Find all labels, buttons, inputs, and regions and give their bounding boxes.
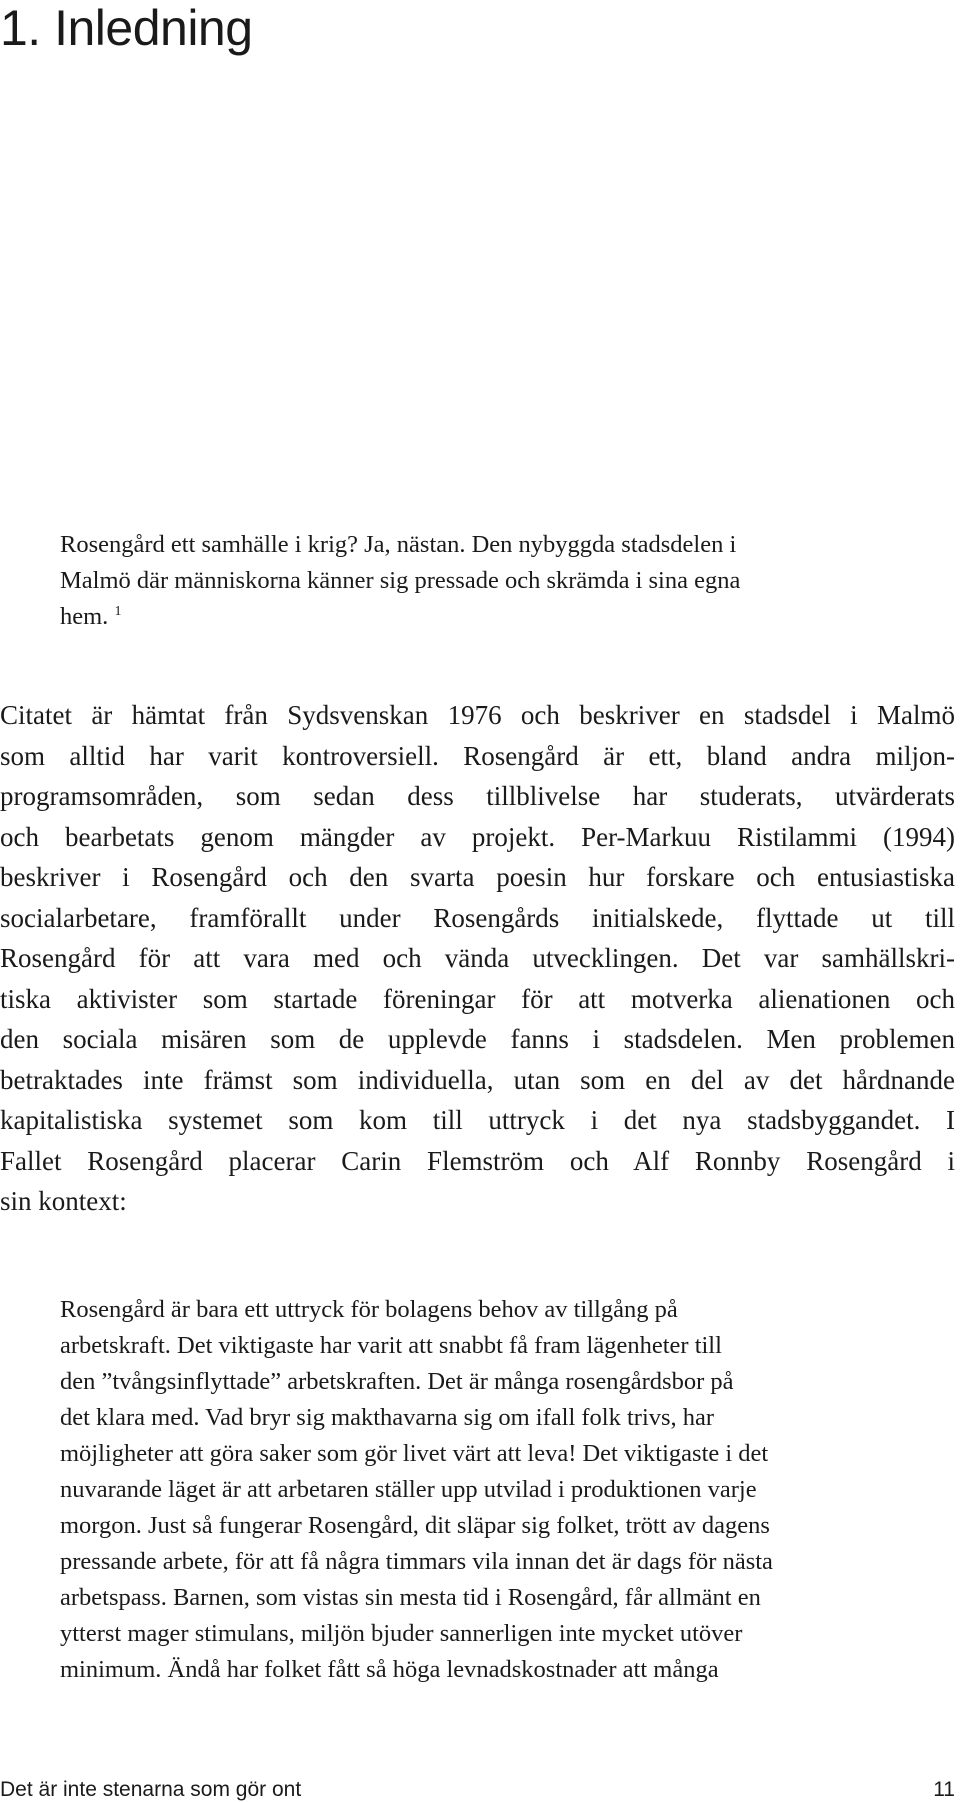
quote-line: Malmö där människorna känner sig pressade och skrämda i sina egna: [60, 567, 741, 594]
body-line: den sociala misären som de upplevde fanns i stadsdelen. Men problemen: [0, 1024, 955, 1054]
quote-line: pressande arbete, för att få några timmars vila innan det är dags för nästa: [60, 1548, 773, 1575]
body-line: som alltid har varit kontroversiell. Rosengård är ett, bland andra miljon-: [0, 740, 955, 771]
body-line: programsområden, som sedan dess tillblivelse har studerats, utvärderats: [0, 781, 955, 811]
body-line: sin kontext:: [0, 1186, 127, 1216]
quote-line: möjligheter att göra saker som gör livet värt att leva! Det viktigaste i det: [60, 1440, 769, 1467]
body-line: tiska aktivister som startade föreningar för att motverka alienationen och: [0, 983, 955, 1014]
quote-line: [60, 599, 890, 635]
body-paragraph: [0, 695, 955, 1222]
quote-line: Rosengård ett samhälle i krig? Ja, nästan. Den nybyggda stadsdelen i: [60, 531, 737, 558]
quote-line: minimum. Ändå har folket fått så höga levnadskostnader att många: [60, 1656, 719, 1683]
body-line: betraktades inte främst som individuella, utan som en del av det hårdnande: [0, 1064, 955, 1095]
opening-quote: [60, 527, 890, 635]
body-line: Fallet Rosengård placerar Carin Flemström och Alf Ronnby Rosengård i: [0, 1145, 955, 1176]
quote-line: den ”tvångsinflyttade” arbetskraften. Det är många rosengårdsbor på: [60, 1368, 734, 1395]
block-quote: [60, 1292, 890, 1688]
quote-line: ytterst mager stimulans, miljön bjuder sannerligen inte mycket utöver: [60, 1620, 743, 1647]
quote-line: nuvarande läget är att arbetaren ställer upp utvilad i produktionen varje: [60, 1476, 757, 1503]
quote-line: arbetspass. Barnen, som vistas sin mesta tid i Rosengård, får allmänt en: [60, 1584, 761, 1611]
running-title: Det är inte stenarna som gör ont: [0, 1778, 302, 1801]
quote-line: arbetskraft. Det viktigaste har varit att snabbt få fram lägenheter till: [60, 1332, 722, 1359]
page-heading: 1. Inledning: [0, 0, 253, 56]
quote-line: morgon. Just så fungerar Rosengård, dit släpar sig folket, trött av dagens: [60, 1512, 770, 1539]
quote-line: det klara med. Vad bryr sig makthavarna sig om ifall folk trivs, har: [60, 1404, 715, 1431]
body-line: kapitalistiska systemet som kom till uttryck i det nya stadsbyggandet. I: [0, 1105, 955, 1135]
quote-line: Rosengård är bara ett uttryck för bolagens behov av tillgång på: [60, 1296, 678, 1323]
quote-line-text: hem.: [60, 603, 109, 630]
page-number: 11: [933, 1778, 955, 1801]
footnote-marker[interactable]: 1: [114, 603, 122, 619]
body-line: Citatet är hämtat från Sydsvenskan 1976 och beskriver en stadsdel i Malmö: [0, 700, 955, 730]
body-line: Rosengård för att vara med och vända utvecklingen. Det var samhällskri-: [0, 943, 955, 973]
body-line: och bearbetats genom mängder av projekt. Per-Markuu Ristilammi (1994): [0, 821, 955, 852]
body-line: beskriver i Rosengård och den svarta poesin hur forskare och entusiastiska: [0, 862, 955, 892]
body-line: socialarbetare, framförallt under Rosengårds initialskede, flyttade ut till: [0, 902, 955, 933]
